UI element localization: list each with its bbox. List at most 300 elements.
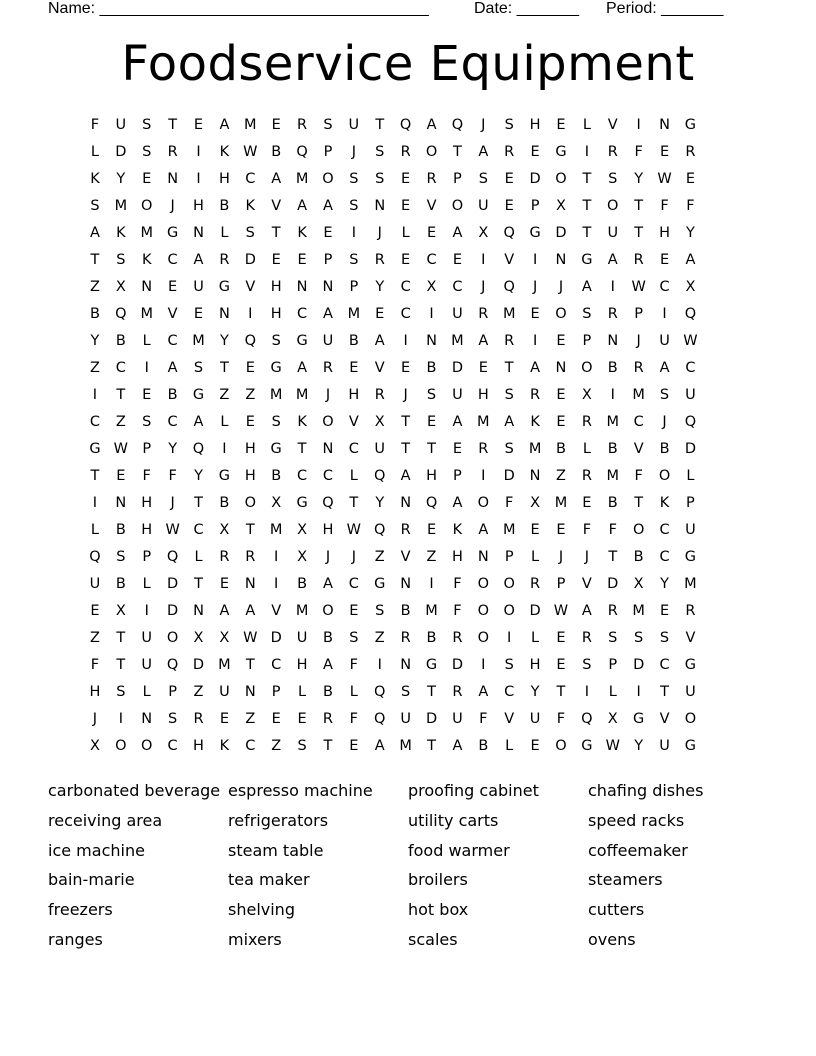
- grid-letter[interactable]: S: [634, 629, 644, 646]
- grid-letter[interactable]: E: [556, 332, 566, 349]
- grid-letter[interactable]: P: [271, 683, 281, 700]
- grid-letter[interactable]: R: [504, 143, 515, 160]
- grid-letter[interactable]: E: [530, 737, 540, 754]
- grid-letter[interactable]: Q: [374, 467, 386, 484]
- grid-letter[interactable]: G: [633, 710, 645, 727]
- grid-letter[interactable]: E: [142, 170, 152, 187]
- grid-letter[interactable]: E: [349, 737, 359, 754]
- grid-letter[interactable]: A: [659, 359, 670, 376]
- grid-letter[interactable]: O: [115, 737, 127, 754]
- grid-letter[interactable]: D: [451, 656, 463, 673]
- grid-letter[interactable]: W: [346, 521, 362, 538]
- grid-letter[interactable]: D: [270, 629, 282, 646]
- grid-letter[interactable]: T: [504, 359, 514, 376]
- grid-letter[interactable]: E: [478, 359, 488, 376]
- grid-letter[interactable]: F: [582, 521, 592, 538]
- grid-letter[interactable]: I: [584, 143, 589, 160]
- grid-letter[interactable]: W: [165, 521, 180, 538]
- grid-letter[interactable]: L: [220, 224, 229, 241]
- grid-letter[interactable]: A: [167, 359, 178, 376]
- grid-letter[interactable]: N: [296, 278, 308, 295]
- grid-letter[interactable]: B: [607, 494, 618, 511]
- grid-letter[interactable]: B: [219, 197, 230, 214]
- grid-letter[interactable]: V: [167, 305, 178, 322]
- grid-letter[interactable]: X: [633, 575, 644, 592]
- grid-letter[interactable]: E: [426, 521, 437, 538]
- grid-letter[interactable]: F: [349, 656, 359, 673]
- grid-letter[interactable]: L: [608, 683, 617, 700]
- grid-letter[interactable]: C: [400, 305, 411, 322]
- grid-letter[interactable]: R: [400, 521, 411, 538]
- grid-letter[interactable]: C: [659, 278, 670, 295]
- grid-letter[interactable]: X: [426, 278, 437, 295]
- grid-letter[interactable]: N: [477, 548, 489, 565]
- grid-letter[interactable]: S: [504, 656, 514, 673]
- grid-letter[interactable]: I: [92, 386, 98, 403]
- grid-letter[interactable]: E: [271, 116, 281, 133]
- grid-letter[interactable]: Q: [166, 548, 179, 565]
- grid-letter[interactable]: L: [90, 143, 99, 160]
- grid-letter[interactable]: X: [271, 494, 282, 511]
- grid-letter[interactable]: A: [297, 197, 308, 214]
- grid-letter[interactable]: A: [193, 251, 204, 268]
- grid-letter[interactable]: F: [556, 710, 566, 727]
- grid-letter[interactable]: T: [90, 251, 100, 268]
- grid-letter[interactable]: G: [425, 656, 438, 673]
- grid-letter[interactable]: E: [556, 629, 566, 646]
- grid-letter[interactable]: Y: [634, 170, 644, 187]
- grid-letter[interactable]: L: [349, 683, 358, 700]
- grid-letter[interactable]: S: [271, 332, 281, 349]
- date-field[interactable]: Date: _______: [474, 0, 579, 17]
- grid-letter[interactable]: O: [503, 602, 515, 619]
- grid-letter[interactable]: R: [530, 386, 541, 403]
- grid-letter[interactable]: U: [141, 629, 153, 646]
- grid-letter[interactable]: E: [116, 467, 126, 484]
- grid-letter[interactable]: T: [401, 413, 411, 430]
- grid-letter[interactable]: I: [222, 440, 227, 457]
- grid-letter[interactable]: T: [582, 224, 592, 241]
- grid-letter[interactable]: T: [116, 656, 126, 673]
- grid-letter[interactable]: T: [116, 386, 126, 403]
- grid-letter[interactable]: N: [426, 332, 437, 349]
- grid-letter[interactable]: K: [116, 224, 126, 241]
- grid-letter[interactable]: E: [556, 386, 566, 403]
- grid-letter[interactable]: N: [555, 359, 567, 376]
- grid-letter[interactable]: K: [297, 224, 307, 241]
- grid-letter[interactable]: A: [323, 197, 333, 214]
- grid-letter[interactable]: P: [168, 683, 177, 700]
- grid-letter[interactable]: C: [297, 467, 308, 484]
- grid-letter[interactable]: J: [351, 548, 356, 565]
- grid-letter[interactable]: M: [114, 197, 128, 214]
- grid-letter[interactable]: I: [507, 629, 512, 646]
- grid-letter[interactable]: P: [323, 251, 333, 268]
- grid-letter[interactable]: E: [504, 197, 514, 214]
- grid-letter[interactable]: K: [245, 197, 256, 214]
- grid-letter[interactable]: B: [659, 440, 670, 457]
- grid-letter[interactable]: D: [607, 575, 619, 592]
- grid-letter[interactable]: Z: [193, 683, 204, 700]
- grid-letter[interactable]: G: [581, 737, 593, 754]
- grid-letter[interactable]: R: [322, 359, 333, 376]
- grid-letter[interactable]: A: [219, 602, 230, 619]
- grid-letter[interactable]: E: [556, 656, 566, 673]
- grid-letter[interactable]: L: [531, 629, 540, 646]
- grid-letter[interactable]: R: [193, 710, 204, 727]
- grid-letter[interactable]: U: [529, 710, 541, 727]
- grid-letter[interactable]: B: [348, 332, 359, 349]
- grid-letter[interactable]: Q: [115, 305, 127, 322]
- grid-letter[interactable]: B: [115, 332, 126, 349]
- grid-letter[interactable]: T: [582, 170, 592, 187]
- grid-letter[interactable]: T: [245, 521, 255, 538]
- grid-letter[interactable]: M: [295, 170, 309, 187]
- grid-letter[interactable]: H: [89, 683, 101, 700]
- grid-letter[interactable]: A: [478, 143, 489, 160]
- grid-letter[interactable]: A: [219, 116, 230, 133]
- grid-letter[interactable]: N: [193, 224, 204, 241]
- grid-letter[interactable]: A: [504, 413, 515, 430]
- grid-letter[interactable]: X: [297, 548, 308, 565]
- grid-letter[interactable]: C: [452, 278, 463, 295]
- grid-letter[interactable]: E: [193, 305, 204, 322]
- grid-letter[interactable]: E: [401, 197, 411, 214]
- grid-letter[interactable]: Q: [399, 116, 412, 133]
- grid-letter[interactable]: M: [477, 413, 490, 430]
- grid-letter[interactable]: E: [426, 224, 437, 241]
- grid-letter[interactable]: V: [581, 575, 592, 592]
- grid-letter[interactable]: T: [194, 494, 203, 511]
- grid-letter[interactable]: X: [374, 413, 385, 430]
- grid-letter[interactable]: N: [659, 116, 670, 133]
- grid-letter[interactable]: K: [297, 413, 307, 430]
- grid-letter[interactable]: E: [426, 413, 437, 430]
- grid-letter[interactable]: J: [92, 710, 98, 727]
- grid-letter[interactable]: E: [323, 224, 333, 241]
- grid-letter[interactable]: H: [218, 170, 230, 187]
- grid-letter[interactable]: E: [401, 170, 411, 187]
- grid-letter[interactable]: Z: [89, 629, 100, 646]
- grid-letter[interactable]: W: [657, 170, 672, 187]
- grid-letter[interactable]: R: [374, 251, 385, 268]
- grid-letter[interactable]: O: [555, 305, 567, 322]
- grid-letter[interactable]: X: [89, 737, 100, 754]
- grid-letter[interactable]: E: [349, 602, 359, 619]
- grid-letter[interactable]: W: [605, 737, 620, 754]
- grid-letter[interactable]: O: [322, 602, 334, 619]
- grid-letter[interactable]: Z: [556, 467, 566, 484]
- grid-letter[interactable]: Z: [426, 548, 437, 565]
- grid-letter[interactable]: L: [90, 521, 99, 538]
- grid-letter[interactable]: N: [374, 197, 386, 214]
- grid-letter[interactable]: C: [271, 656, 282, 673]
- grid-letter[interactable]: D: [192, 656, 205, 673]
- grid-letter[interactable]: N: [400, 575, 412, 592]
- grid-letter[interactable]: R: [633, 251, 644, 268]
- grid-letter[interactable]: S: [142, 413, 152, 430]
- grid-letter[interactable]: C: [348, 440, 359, 457]
- grid-letter[interactable]: R: [426, 170, 437, 187]
- grid-letter[interactable]: N: [607, 332, 619, 349]
- grid-letter[interactable]: L: [582, 116, 591, 133]
- grid-letter[interactable]: A: [452, 494, 463, 511]
- grid-letter[interactable]: J: [558, 278, 564, 295]
- grid-letter[interactable]: O: [166, 629, 179, 646]
- grid-letter[interactable]: N: [193, 602, 204, 619]
- grid-letter[interactable]: O: [477, 494, 490, 511]
- grid-letter[interactable]: K: [219, 737, 230, 754]
- grid-letter[interactable]: U: [659, 737, 670, 754]
- grid-letter[interactable]: Y: [660, 575, 669, 592]
- grid-letter[interactable]: E: [142, 386, 152, 403]
- grid-letter[interactable]: I: [429, 305, 434, 322]
- grid-letter[interactable]: H: [141, 494, 153, 511]
- grid-letter[interactable]: I: [274, 548, 279, 565]
- grid-letter[interactable]: M: [632, 386, 645, 403]
- grid-letter[interactable]: A: [323, 575, 333, 592]
- grid-letter[interactable]: E: [530, 305, 540, 322]
- grid-letter[interactable]: I: [248, 305, 253, 322]
- grid-letter[interactable]: S: [608, 170, 618, 187]
- grid-letter[interactable]: C: [659, 521, 670, 538]
- grid-letter[interactable]: L: [142, 575, 151, 592]
- grid-letter[interactable]: B: [271, 467, 282, 484]
- grid-letter[interactable]: K: [219, 143, 230, 160]
- grid-letter[interactable]: C: [167, 332, 178, 349]
- grid-letter[interactable]: M: [269, 386, 283, 403]
- grid-letter[interactable]: O: [141, 737, 153, 754]
- grid-letter[interactable]: B: [633, 548, 644, 565]
- grid-letter[interactable]: F: [479, 710, 488, 727]
- grid-letter[interactable]: S: [142, 116, 152, 133]
- grid-letter[interactable]: T: [452, 143, 462, 160]
- grid-letter[interactable]: A: [607, 251, 618, 268]
- grid-letter[interactable]: I: [532, 251, 538, 268]
- grid-letter[interactable]: O: [684, 710, 697, 727]
- grid-letter[interactable]: H: [322, 521, 334, 538]
- grid-letter[interactable]: G: [270, 359, 282, 376]
- grid-letter[interactable]: V: [426, 197, 437, 214]
- grid-letter[interactable]: S: [478, 170, 488, 187]
- grid-letter[interactable]: N: [400, 494, 412, 511]
- grid-letter[interactable]: H: [451, 548, 463, 565]
- grid-letter[interactable]: N: [115, 494, 127, 511]
- grid-letter[interactable]: R: [167, 143, 178, 160]
- grid-letter[interactable]: U: [452, 305, 463, 322]
- grid-letter[interactable]: S: [349, 251, 359, 268]
- grid-letter[interactable]: J: [351, 143, 356, 160]
- grid-letter[interactable]: I: [351, 224, 356, 241]
- grid-letter[interactable]: S: [349, 170, 359, 187]
- grid-letter[interactable]: T: [608, 548, 618, 565]
- grid-letter[interactable]: J: [170, 494, 175, 511]
- grid-letter[interactable]: R: [581, 413, 592, 430]
- grid-letter[interactable]: Z: [374, 548, 385, 565]
- grid-letter[interactable]: B: [115, 575, 126, 592]
- grid-letter[interactable]: U: [685, 683, 696, 700]
- grid-letter[interactable]: P: [142, 440, 152, 457]
- grid-letter[interactable]: S: [504, 440, 514, 457]
- grid-letter[interactable]: R: [400, 143, 411, 160]
- grid-letter[interactable]: G: [270, 440, 282, 457]
- grid-letter[interactable]: O: [555, 170, 567, 187]
- grid-letter[interactable]: A: [426, 116, 437, 133]
- grid-letter[interactable]: M: [192, 332, 205, 349]
- grid-letter[interactable]: X: [115, 602, 126, 619]
- grid-letter[interactable]: A: [452, 413, 463, 430]
- grid-letter[interactable]: V: [633, 440, 644, 457]
- grid-letter[interactable]: A: [89, 224, 100, 241]
- grid-letter[interactable]: P: [634, 305, 644, 322]
- grid-letter[interactable]: I: [584, 683, 589, 700]
- grid-letter[interactable]: E: [219, 575, 229, 592]
- grid-letter[interactable]: F: [660, 197, 669, 214]
- grid-letter[interactable]: Y: [116, 170, 126, 187]
- grid-letter[interactable]: D: [503, 467, 515, 484]
- grid-letter[interactable]: E: [168, 278, 178, 295]
- grid-letter[interactable]: I: [662, 305, 667, 322]
- grid-letter[interactable]: E: [297, 710, 307, 727]
- grid-letter[interactable]: A: [685, 251, 696, 268]
- grid-letter[interactable]: L: [401, 224, 410, 241]
- grid-letter[interactable]: S: [659, 386, 670, 403]
- grid-letter[interactable]: O: [632, 521, 645, 538]
- grid-letter[interactable]: O: [322, 413, 334, 430]
- grid-letter[interactable]: Y: [194, 467, 203, 484]
- grid-letter[interactable]: B: [322, 683, 333, 700]
- grid-letter[interactable]: K: [90, 170, 100, 187]
- grid-letter[interactable]: D: [115, 143, 127, 160]
- grid-letter[interactable]: A: [478, 683, 489, 700]
- grid-letter[interactable]: E: [349, 359, 359, 376]
- grid-letter[interactable]: F: [634, 143, 643, 160]
- grid-letter[interactable]: U: [296, 629, 308, 646]
- grid-letter[interactable]: P: [556, 575, 566, 592]
- grid-letter[interactable]: A: [452, 224, 463, 241]
- grid-letter[interactable]: E: [271, 710, 281, 727]
- grid-letter[interactable]: J: [481, 278, 486, 295]
- grid-letter[interactable]: F: [686, 197, 695, 214]
- grid-letter[interactable]: C: [400, 278, 411, 295]
- grid-letter[interactable]: U: [400, 710, 411, 727]
- grid-letter[interactable]: Q: [89, 548, 101, 565]
- grid-letter[interactable]: X: [219, 629, 230, 646]
- grid-letter[interactable]: S: [375, 143, 385, 160]
- grid-letter[interactable]: M: [140, 305, 153, 322]
- grid-letter[interactable]: Q: [166, 656, 179, 673]
- grid-letter[interactable]: H: [270, 305, 282, 322]
- grid-letter[interactable]: M: [502, 305, 516, 322]
- grid-letter[interactable]: Y: [375, 494, 385, 511]
- grid-letter[interactable]: U: [374, 440, 386, 457]
- grid-letter[interactable]: R: [685, 602, 696, 619]
- grid-letter[interactable]: H: [244, 440, 256, 457]
- grid-letter[interactable]: B: [478, 737, 489, 754]
- grid-letter[interactable]: M: [140, 224, 153, 241]
- grid-letter[interactable]: M: [269, 521, 283, 538]
- grid-letter[interactable]: D: [684, 440, 697, 457]
- grid-letter[interactable]: R: [374, 386, 385, 403]
- grid-letter[interactable]: U: [685, 386, 696, 403]
- grid-letter[interactable]: T: [582, 197, 592, 214]
- grid-letter[interactable]: D: [244, 251, 256, 268]
- grid-letter[interactable]: L: [142, 683, 151, 700]
- grid-letter[interactable]: R: [452, 683, 463, 700]
- grid-letter[interactable]: U: [89, 575, 101, 592]
- grid-letter[interactable]: X: [607, 710, 618, 727]
- grid-letter[interactable]: Z: [115, 413, 126, 430]
- grid-letter[interactable]: Q: [684, 305, 697, 322]
- grid-letter[interactable]: B: [271, 143, 282, 160]
- grid-letter[interactable]: E: [90, 602, 100, 619]
- grid-letter[interactable]: R: [685, 143, 696, 160]
- grid-letter[interactable]: L: [142, 332, 151, 349]
- grid-letter[interactable]: M: [606, 413, 620, 430]
- grid-letter[interactable]: H: [244, 467, 256, 484]
- grid-letter[interactable]: V: [504, 251, 515, 268]
- grid-letter[interactable]: U: [452, 386, 463, 403]
- grid-letter[interactable]: N: [322, 278, 334, 295]
- grid-letter[interactable]: E: [504, 170, 514, 187]
- grid-letter[interactable]: G: [684, 116, 697, 133]
- grid-letter[interactable]: P: [349, 278, 359, 295]
- grid-letter[interactable]: N: [141, 278, 153, 295]
- grid-letter[interactable]: Q: [503, 224, 515, 241]
- grid-letter[interactable]: V: [659, 710, 670, 727]
- grid-letter[interactable]: S: [375, 170, 385, 187]
- grid-letter[interactable]: O: [141, 197, 153, 214]
- grid-letter[interactable]: Q: [374, 521, 386, 538]
- grid-letter[interactable]: X: [193, 629, 204, 646]
- grid-letter[interactable]: J: [584, 548, 589, 565]
- grid-letter[interactable]: N: [141, 710, 153, 727]
- grid-letter[interactable]: S: [90, 197, 100, 214]
- grid-letter[interactable]: V: [374, 359, 385, 376]
- grid-letter[interactable]: E: [297, 251, 307, 268]
- grid-letter[interactable]: E: [193, 116, 204, 133]
- grid-letter[interactable]: E: [659, 602, 670, 619]
- grid-letter[interactable]: M: [502, 521, 516, 538]
- grid-letter[interactable]: R: [530, 575, 541, 592]
- grid-letter[interactable]: I: [274, 575, 279, 592]
- grid-letter[interactable]: Q: [581, 710, 593, 727]
- grid-letter[interactable]: K: [530, 413, 540, 430]
- grid-letter[interactable]: T: [116, 629, 126, 646]
- grid-letter[interactable]: A: [271, 170, 282, 187]
- grid-letter[interactable]: T: [323, 737, 333, 754]
- grid-letter[interactable]: G: [218, 278, 231, 295]
- grid-letter[interactable]: O: [477, 602, 490, 619]
- grid-letter[interactable]: U: [477, 197, 489, 214]
- grid-letter[interactable]: Q: [451, 116, 464, 133]
- grid-letter[interactable]: O: [425, 143, 438, 160]
- grid-letter[interactable]: S: [116, 683, 126, 700]
- grid-letter[interactable]: D: [633, 656, 645, 673]
- grid-letter[interactable]: U: [659, 332, 670, 349]
- grid-letter[interactable]: M: [632, 602, 645, 619]
- grid-letter[interactable]: J: [481, 116, 486, 133]
- grid-letter[interactable]: U: [141, 656, 153, 673]
- grid-letter[interactable]: B: [426, 629, 437, 646]
- grid-letter[interactable]: Z: [374, 629, 385, 646]
- grid-letter[interactable]: V: [400, 548, 411, 565]
- grid-letter[interactable]: T: [634, 494, 644, 511]
- grid-letter[interactable]: T: [375, 116, 385, 133]
- grid-letter[interactable]: B: [219, 494, 230, 511]
- grid-letter[interactable]: J: [325, 548, 331, 565]
- grid-letter[interactable]: E: [659, 251, 670, 268]
